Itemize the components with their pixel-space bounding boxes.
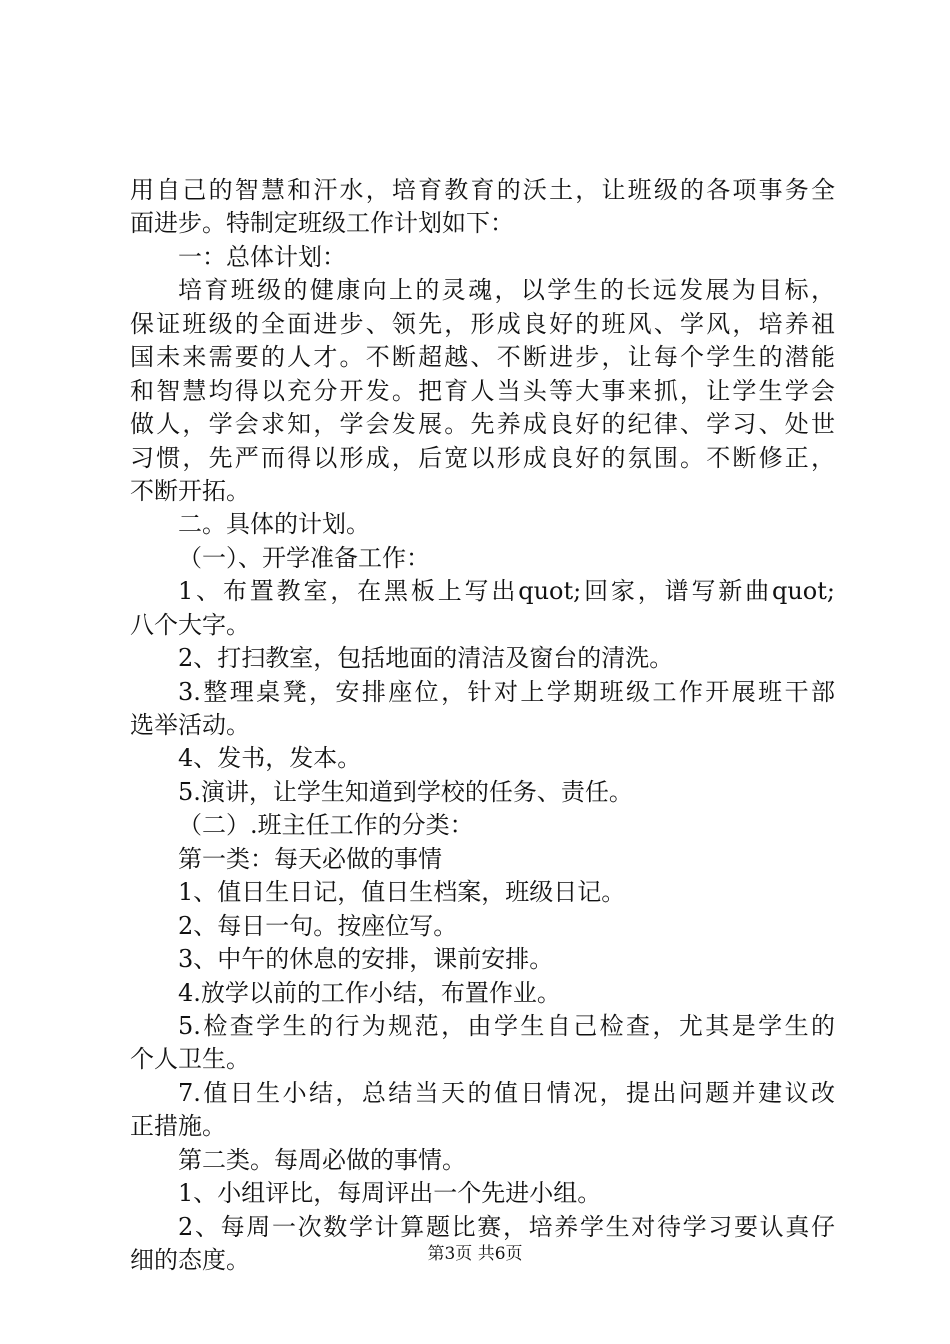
list-item-line: 7.值日生小结，总结当天的值日情况，提出问题并建议改 <box>178 1078 835 1107</box>
category-heading: 第二类。每周必做的事情。 <box>178 1145 466 1174</box>
list-item-line: 5.演讲，让学生知道到学校的任务、责任。 <box>178 777 633 806</box>
page-number-footer: 第3页 共6页 <box>427 1244 523 1264</box>
list-item-line: 2、每周一次数学计算题比赛，培养学生对待学习要认真仔 <box>178 1212 835 1241</box>
list-item-line: 个人卫生。 <box>130 1045 250 1074</box>
list-item-line: 2、打扫教室，包括地面的清洁及窗台的清洗。 <box>178 644 674 673</box>
document-body <box>130 174 835 1277</box>
section-heading: 二。具体的计划。 <box>178 510 370 539</box>
list-item-line: 5.检查学生的行为规范，由学生自己检查，尤其是学生的 <box>178 1011 835 1040</box>
list-item-line: 4.放学以前的工作小结，布置作业。 <box>178 978 561 1007</box>
paragraph-line: 国未来需要的人才。不断超越、不断进步，让每个学生的潜能 <box>130 343 835 372</box>
category-heading: 第一类：每天必做的事情 <box>178 844 442 873</box>
list-item-line: 3、中午的休息的安排，课前安排。 <box>178 945 554 974</box>
paragraph-line: 培育班级的健康向上的灵魂，以学生的长远发展为目标， <box>178 276 835 305</box>
paragraph-line: 和智慧均得以充分开发。把育人当头等大事来抓，让学生学会 <box>130 376 835 405</box>
list-item-line: 1、布置教室，在黑板上写出quot;回家，谱写新曲quot; <box>178 577 835 606</box>
subsection-heading: （一）、开学准备工作： <box>178 543 430 572</box>
list-item-line: 1、值日生日记，值日生档案，班级日记。 <box>178 878 626 907</box>
list-item-line: 1、小组评比，每周评出一个先进小组。 <box>178 1179 602 1208</box>
list-item-line: 细的态度。 <box>130 1246 250 1274</box>
list-item-line: 3.整理桌凳，安排座位，针对上学期班级工作开展班干部 <box>178 677 835 706</box>
list-item-line: 正措施。 <box>130 1112 226 1141</box>
list-item-line: 选举活动。 <box>130 711 250 739</box>
subsection-heading: （二）.班主任工作的分类： <box>178 811 474 840</box>
list-item-line: 2、每日一句。按座位写。 <box>178 911 458 940</box>
paragraph-line: 保证班级的全面进步、领先，形成良好的班风、学风，培养祖 <box>130 309 835 338</box>
paragraph-line: 做人，学会求知，学会发展。先养成良好的纪律、学习、处世 <box>130 410 835 439</box>
section-heading: 一：总体计划： <box>178 242 346 271</box>
paragraph-line: 习惯，先严而得以形成，后宽以形成良好的氛围。不断修正， <box>130 443 835 472</box>
paragraph-line: 用自己的智慧和汗水，培育教育的沃土，让班级的各项事务全 <box>130 176 835 204</box>
paragraph-line: 不断开拓。 <box>130 476 250 505</box>
list-item-line: 八个大字。 <box>130 610 250 639</box>
paragraph-line: 面进步。特制定班级工作计划如下： <box>130 209 514 238</box>
list-item-line: 4、发书，发本。 <box>178 744 362 773</box>
